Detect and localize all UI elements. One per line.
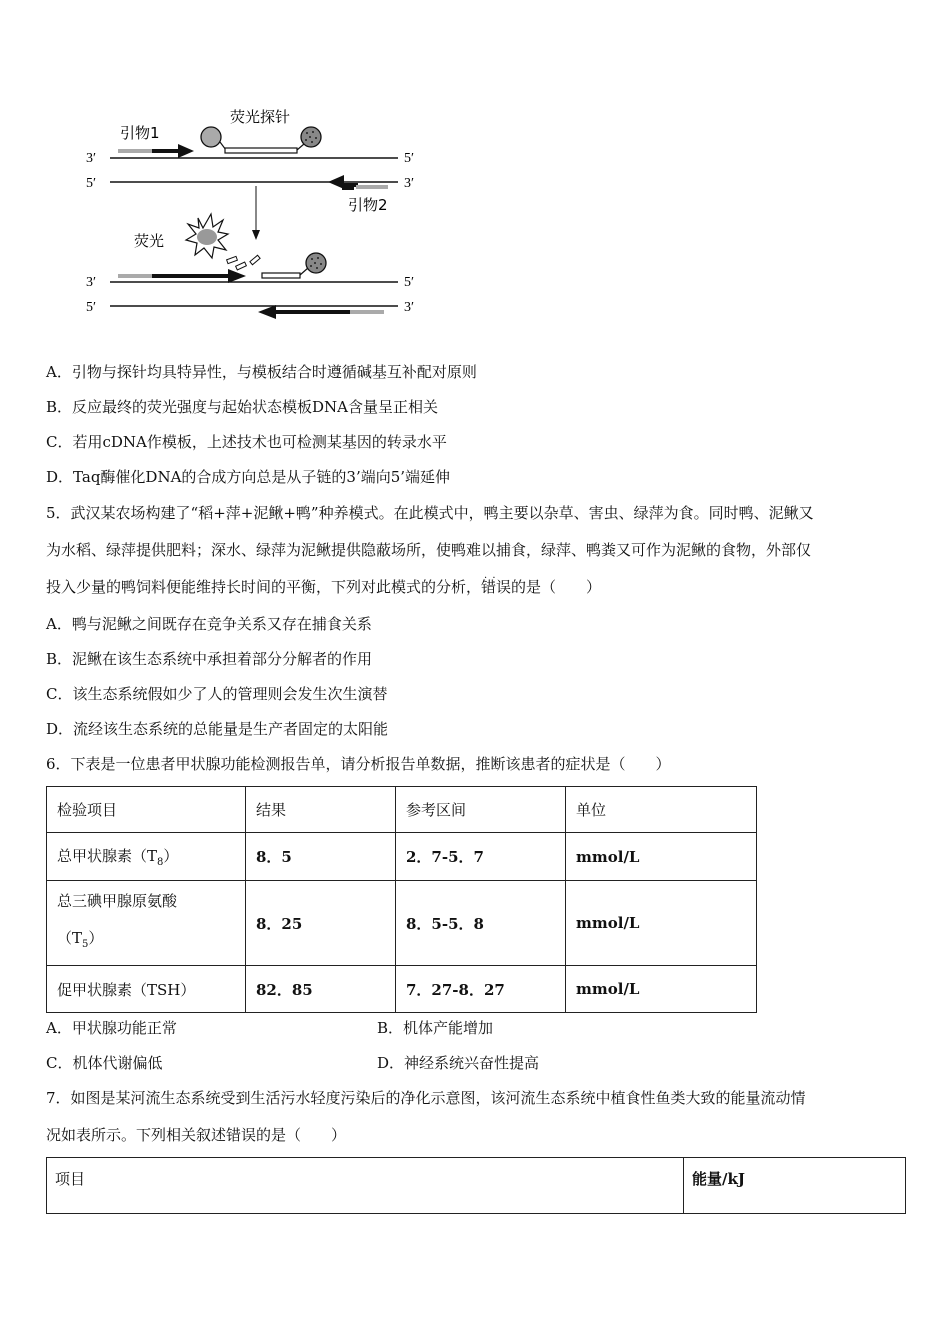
table-header-row bbox=[47, 1158, 906, 1214]
q5-option-b[interactable]: B．泥鳅在该生态系统中承担着部分分解者的作用 bbox=[46, 650, 373, 668]
table-header-cell: 检验项目 bbox=[47, 787, 246, 833]
end-label: 5′ bbox=[86, 176, 97, 191]
probe-remnant bbox=[262, 273, 300, 278]
fluorescence-label: 荧光 bbox=[134, 232, 165, 250]
fluorescence-core bbox=[197, 229, 217, 245]
q6-option-a[interactable]: A．甲状腺功能正常 bbox=[46, 1019, 177, 1037]
q6-option-b[interactable]: B．机体产能增加 bbox=[377, 1019, 494, 1037]
q4-option-a[interactable]: A．引物与探针均具特异性，与模板结合时遵循碱基互补配对原则 bbox=[46, 363, 477, 381]
table-row bbox=[47, 833, 757, 881]
end-label: 3′ bbox=[86, 151, 97, 166]
table-row bbox=[47, 966, 757, 1013]
probe-fragment bbox=[227, 256, 238, 263]
q5-stem-line1: 5．武汉某农场构建了“稻+萍+泥鳅+鸭”种养模式。在此模式中，鸭主要以杂草、害虫、绿萍为食。同时鸭、泥鳅又 bbox=[46, 504, 814, 522]
q4-option-c[interactable]: C．若用cDNA作模板，上述技术也可检测某基因的转录水平 bbox=[46, 433, 447, 451]
table-cell-item: 总三碘甲腺原氨酸 $(T_5)$ bbox=[47, 881, 246, 966]
table-cell-unit: mmol/L bbox=[566, 833, 757, 881]
primer2-label: 引物2 bbox=[348, 196, 388, 214]
table-header-row bbox=[47, 787, 757, 833]
probe-fragment bbox=[250, 255, 260, 264]
probe-link3 bbox=[300, 268, 308, 275]
table-cell-unit: mmol/L bbox=[566, 881, 757, 966]
table-header-cell: 项目 bbox=[47, 1158, 684, 1214]
end-label: 5′ bbox=[86, 300, 97, 315]
probe-link2 bbox=[297, 144, 304, 150]
table-cell-unit: mmol/L bbox=[566, 966, 757, 1013]
probe-body bbox=[225, 148, 297, 153]
q4-option-b[interactable]: B．反应最终的荧光强度与起始状态模板DNA含量呈正相关 bbox=[46, 398, 439, 416]
q5-option-a[interactable]: A．鸭与泥鳅之间既存在竞争关系又存在捕食关系 bbox=[46, 615, 372, 633]
probe-fragment bbox=[236, 262, 247, 270]
table-header-cell: 结果 bbox=[246, 787, 396, 833]
table-cell-result: 82．85 bbox=[246, 966, 396, 1013]
end-label: 3′ bbox=[404, 300, 415, 315]
table-cell-item: 促甲状腺素（TSH） bbox=[47, 966, 246, 1013]
energy-flow-table bbox=[46, 1157, 906, 1214]
q5-stem-line2: 为水稻、绿萍提供肥料；深水、绿萍为泥鳅提供隐蔽场所，使鸭难以捕食，绿萍、鸭粪又可作为泥鳅的食物，外部仅 bbox=[46, 541, 812, 559]
emphasis-word: · · 错误 bbox=[481, 578, 511, 596]
primer1-label: 引物1 bbox=[120, 124, 160, 142]
process-arrowhead bbox=[252, 230, 260, 240]
table-cell-range: 2．7-5．7 bbox=[396, 833, 566, 881]
primer2-arrow bbox=[328, 175, 344, 189]
end-label: 5′ bbox=[404, 151, 415, 166]
table-header-cell: 单位 bbox=[566, 787, 757, 833]
q5-option-d[interactable]: D．流经该生态系统的总能量是生产者固定的太阳能 bbox=[46, 720, 389, 738]
primer1-arrow bbox=[178, 144, 194, 158]
table-cell-result: 8．25 bbox=[246, 881, 396, 966]
q7-stem-line2: 况如表所示。下列相关叙述错误的是（ ） bbox=[46, 1126, 347, 1144]
end-label: 3′ bbox=[404, 176, 415, 191]
q4-option-d[interactable]: D．Taq酶催化DNA的合成方向总是从子链的3’端向5’端延伸 bbox=[46, 468, 451, 486]
q6-option-c[interactable]: C．机体代谢偏低 bbox=[46, 1054, 163, 1072]
table-cell-result: 8．5 bbox=[246, 833, 396, 881]
probe-label: 荧光探针 bbox=[230, 108, 291, 126]
end-label: 5′ bbox=[404, 275, 415, 290]
extended-arrow bbox=[228, 269, 246, 283]
qpcr-probe-diagram bbox=[80, 100, 440, 330]
q6-stem: 6．下表是一位患者甲状腺功能检测报告单，请分析报告单数据，推断该患者的症状是（ ） bbox=[46, 755, 671, 773]
probe-reporter bbox=[201, 127, 221, 147]
q5-stem-line3: 投入少量的鸭饲料便能维持长时间的平衡，下列对此模式的分析，· · 错误的是（ ） bbox=[46, 576, 601, 598]
table-cell-item: 总甲状腺素$(T_8)$ bbox=[47, 833, 246, 881]
table-cell-range: 7．27-8．27 bbox=[396, 966, 566, 1013]
table-header-cell: 参考区间 bbox=[396, 787, 566, 833]
q6-option-d[interactable]: D．神经系统兴奋性提高 bbox=[377, 1054, 540, 1072]
table-cell-range: 8．5-5．8 bbox=[396, 881, 566, 966]
end-label: 3′ bbox=[86, 275, 97, 290]
table-header-cell: 能量/kJ bbox=[684, 1158, 906, 1214]
q5-option-c[interactable]: C．该生态系统假如少了人的管理则会发生次生演替 bbox=[46, 685, 388, 703]
table-row bbox=[47, 881, 757, 966]
q7-stem-line1: 7．如图是某河流生态系统受到生活污水轻度污染后的净化示意图，该河流生态系统中植食性鱼类大致的能量流动情 bbox=[46, 1089, 806, 1107]
thyroid-report-table bbox=[46, 786, 757, 1013]
extended2-arrow bbox=[258, 305, 276, 319]
